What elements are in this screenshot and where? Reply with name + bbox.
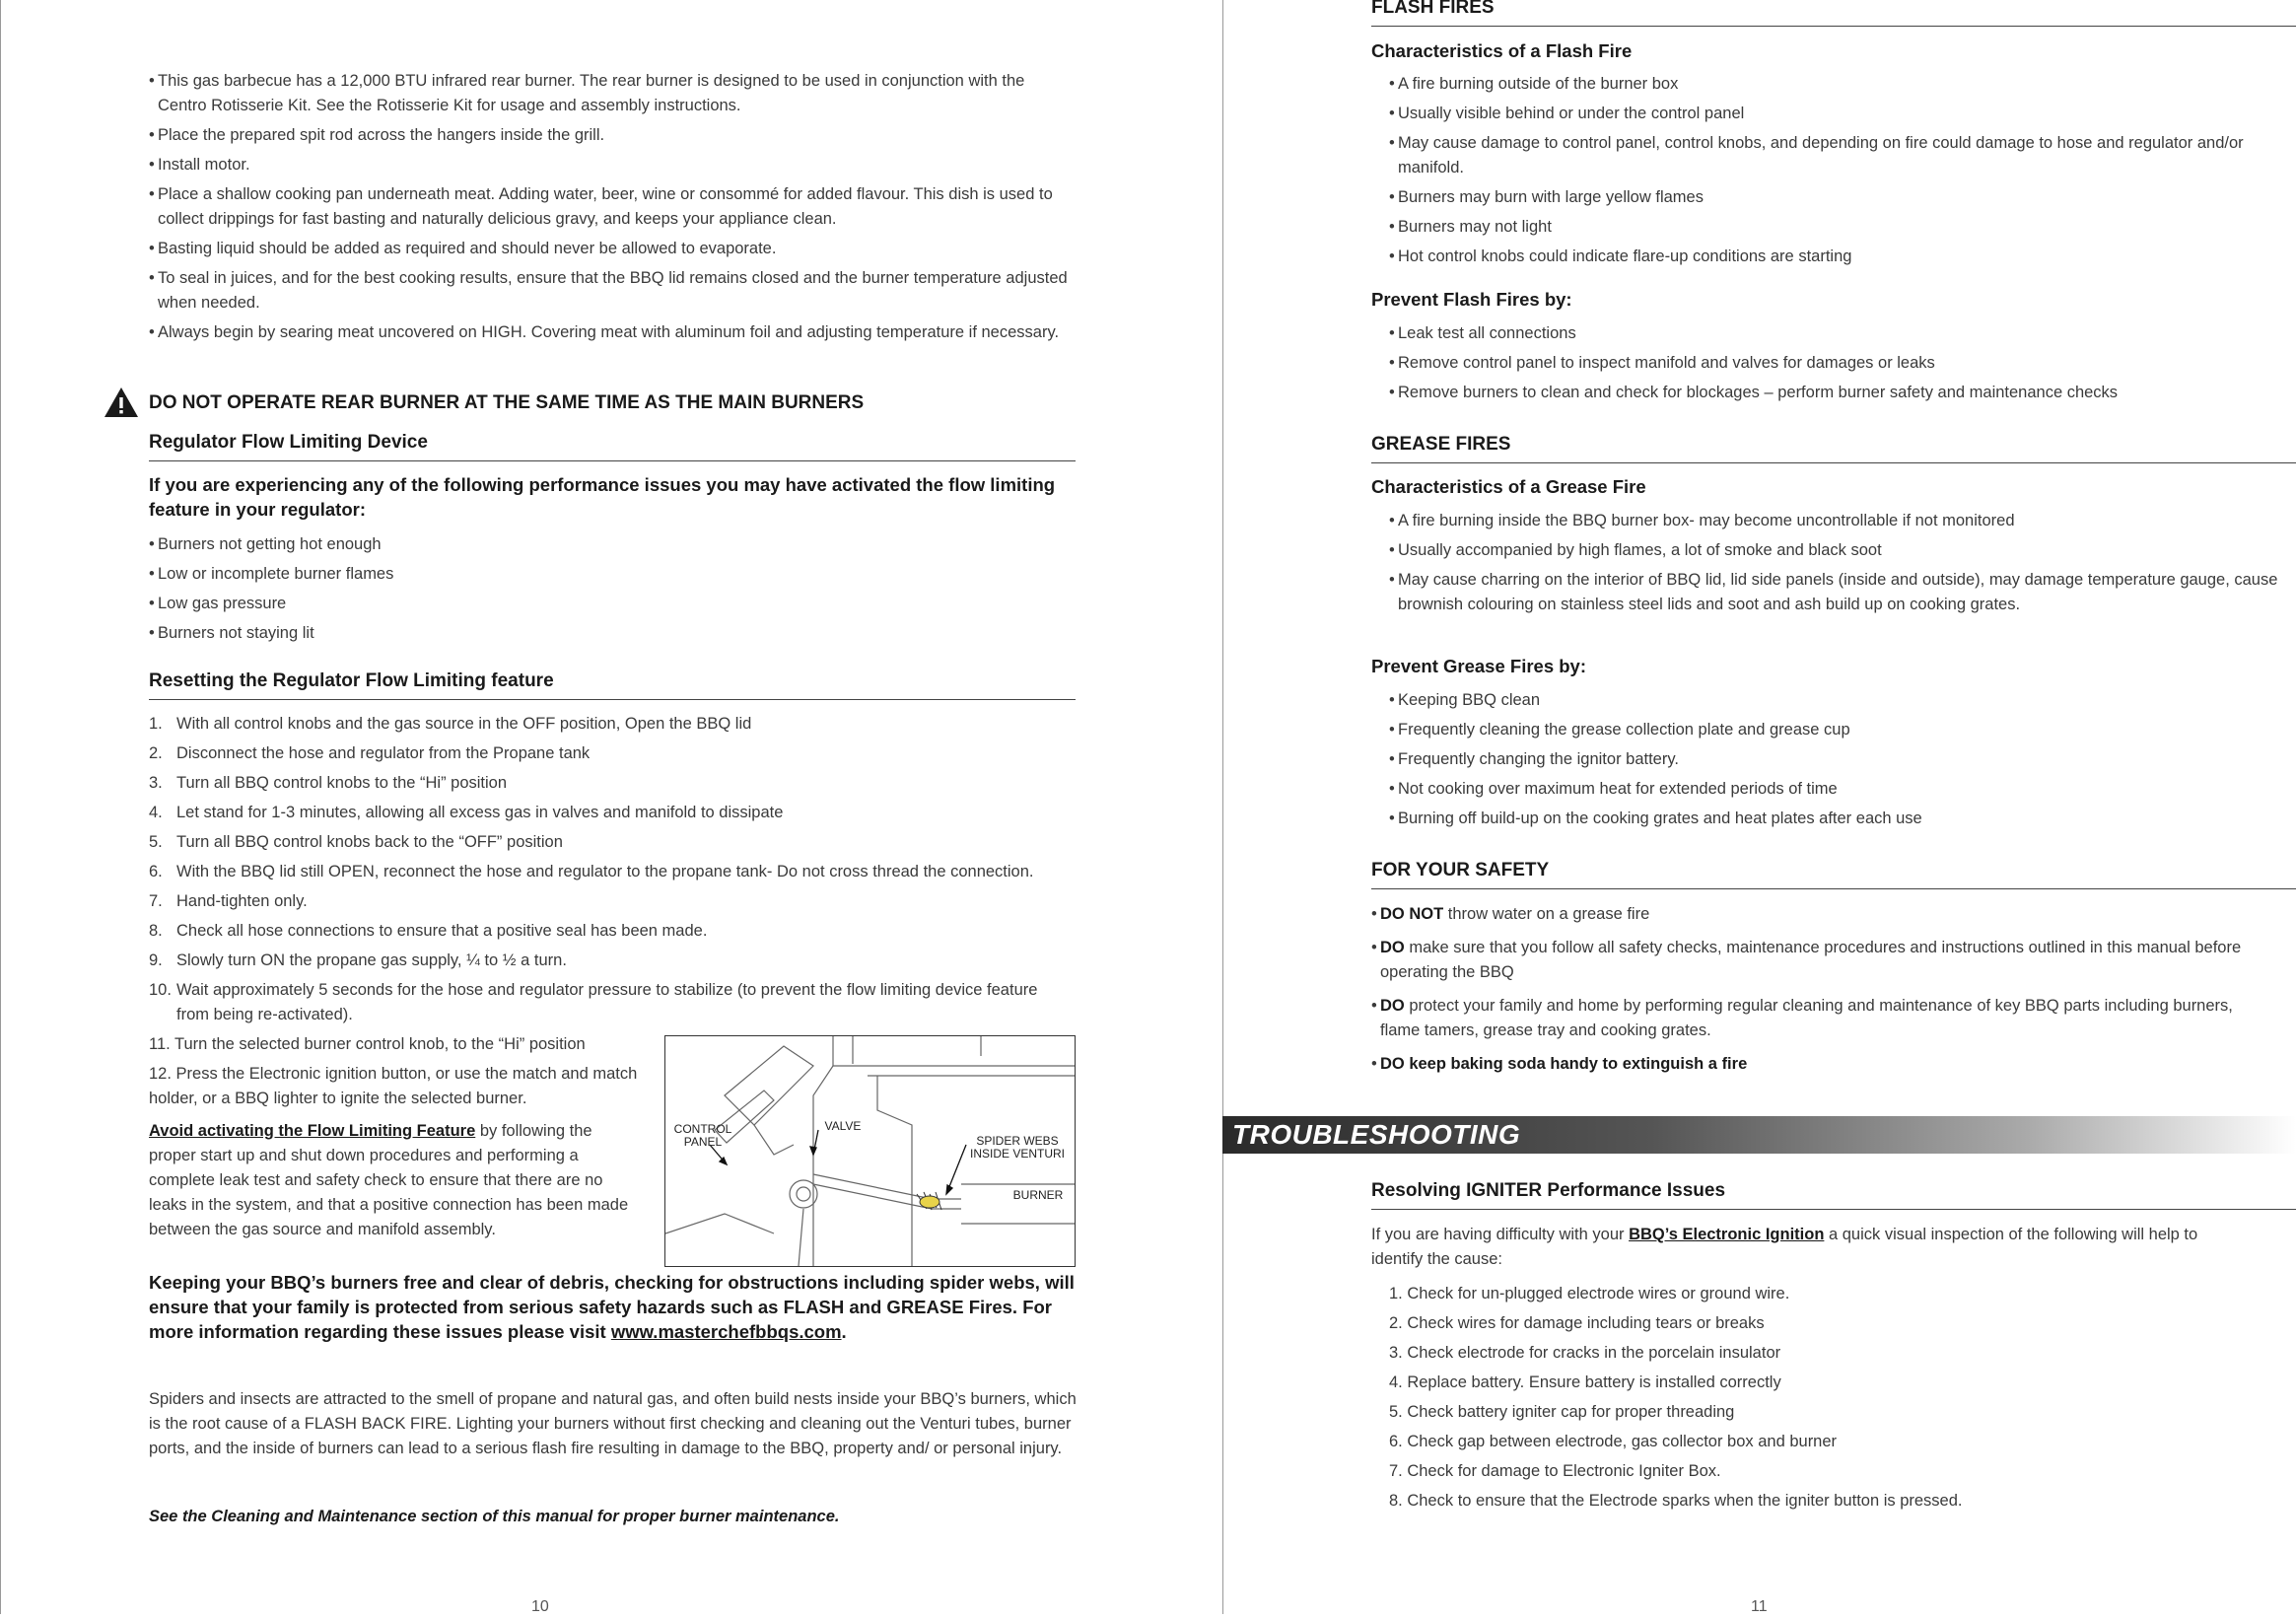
warning-icon xyxy=(104,387,139,418)
see-cleaning-note: See the Cleaning and Maintenance section of this manual for proper burner maintenance. xyxy=(149,1508,840,1525)
list-item: • Usually visible behind or under the control panel xyxy=(1389,102,2257,126)
burner-diagram xyxy=(664,1035,1076,1267)
list-item: • Place the prepared spit rod across the hangers inside the grill. xyxy=(149,123,1071,148)
grease-char-title: Characteristics of a Grease Fire xyxy=(1371,476,1646,497)
page-number-left: 10 xyxy=(531,1598,549,1615)
diagram-label-control-panel: CONTROL PANEL xyxy=(673,1122,732,1149)
list-item: • Burners may burn with large yellow flames xyxy=(1389,185,2257,210)
list-item: • Leak test all connections xyxy=(1389,321,2257,346)
troubleshooting-title: TROUBLESHOOTING xyxy=(1232,1119,1521,1150)
regulator-bullets xyxy=(149,532,1071,651)
list-item: 8. Check all hose connections to ensure that a positive seal has been made. xyxy=(149,922,708,940)
list-item: • Always begin by searing meat uncovered on HIGH. Covering meat with aluminum foil and adjusting temperature if necessary. xyxy=(149,320,1071,345)
list-item: • Not cooking over maximum heat for extended periods of time xyxy=(1389,777,2257,802)
list-item: • Remove control panel to inspect manifold and valves for damages or leaks xyxy=(1389,351,2257,376)
list-item: • Place a shallow cooking pan underneath meat. Adding water, beer, wine or consommé for added flavour. This dish is used to collect drippings for fast basting and naturally delicious gravy, and keeps your appliance clean. xyxy=(149,182,1071,232)
list-item: 3. Check electrode for cracks in the porcelain insulator xyxy=(1389,1344,1781,1362)
list-item: 10. Wait approximately 5 seconds for the hose and regulator pressure to stabilize (to prevent the flow limiting device feature from being re-activated). xyxy=(149,981,1038,1023)
list-item: • Burners not staying lit xyxy=(149,621,1071,646)
list-item: • Install motor. xyxy=(149,153,1071,177)
list-item: • May cause damage to control panel, control knobs, and depending on fire could damage to hose and regulator and/or manifold. xyxy=(1389,131,2257,180)
list-item: • Burners not getting hot enough xyxy=(149,532,1071,557)
safety-list xyxy=(1371,902,2268,1082)
page-number-right: 11 xyxy=(1751,1598,1768,1615)
regulator-title: Regulator Flow Limiting Device xyxy=(149,430,1076,461)
reset-step-11: 11. Turn the selected burner control knob, to the “Hi” position xyxy=(149,1035,586,1053)
list-item: • May cause charring on the interior of BBQ lid, lid side panels (inside and outside), may damage temperature gauge, cause brownish colouring on stainless steel lids and soot and ash build up on cooking grates. xyxy=(1389,568,2291,617)
grease-prevent-title: Prevent Grease Fires by: xyxy=(1371,656,1586,676)
list-item: • A fire burning outside of the burner box xyxy=(1389,72,2257,97)
diagram-label-spider-webs: SPIDER WEBS INSIDE VENTURI xyxy=(969,1134,1065,1161)
list-item: 1. With all control knobs and the gas source in the OFF position, Open the BBQ lid xyxy=(149,715,752,733)
avoid-flow-limiting-link[interactable]: Avoid activating the Flow Limiting Feature xyxy=(149,1122,476,1140)
safety-title: FOR YOUR SAFETY xyxy=(1371,858,2296,889)
igniter-title: Resolving IGNITER Performance Issues xyxy=(1371,1178,2296,1210)
troubleshooting-banner xyxy=(1222,1116,2296,1154)
list-item: 8. Check to ensure that the Electrode sparks when the igniter button is pressed. xyxy=(1389,1492,1963,1510)
list-item: • Remove burners to clean and check for blockages – perform burner safety and maintenance checks xyxy=(1389,381,2257,405)
list-item: • Basting liquid should be added as required and should never be allowed to evaporate. xyxy=(149,237,1071,261)
diagram-label-burner: BURNER xyxy=(1012,1188,1064,1202)
regulator-intro: If you are experiencing any of the following performance issues you may have activated the flow limiting feature in your regulator: xyxy=(149,474,1056,520)
intro-bullets xyxy=(149,69,1071,350)
list-item: 5. Turn all BBQ control knobs back to the “OFF” position xyxy=(149,833,563,851)
list-item: • DO NOT throw water on a grease fire xyxy=(1371,902,2268,927)
list-item: 1. Check for un-plugged electrode wires or ground wire. xyxy=(1389,1285,1790,1302)
grease-prevent-list xyxy=(1389,688,2257,836)
list-item: 3. Turn all BBQ control knobs to the “Hi” position xyxy=(149,774,508,792)
list-item: 7. Check for damage to Electronic Igniter Box. xyxy=(1389,1462,1721,1480)
list-item: • Burning off build-up on the cooking grates and heat plates after each use xyxy=(1389,807,2257,831)
electronic-ignition-link[interactable]: BBQ’s Electronic Ignition xyxy=(1629,1226,1825,1243)
list-item: • DO make sure that you follow all safety checks, maintenance procedures and instructions outlined in this manual before operating the BBQ xyxy=(1371,936,2268,985)
right-page xyxy=(1222,0,2296,1614)
reset-step-12: 12. Press the Electronic ignition button, or use the match and match holder, or a BBQ lighter to ignite the selected burner. xyxy=(149,1065,638,1107)
list-item: 4. Let stand for 1-3 minutes, allowing all excess gas in valves and manifold to dissipate xyxy=(149,804,784,821)
website-link[interactable]: www.masterchefbbqs.com xyxy=(610,1321,842,1342)
list-item: • Keeping BBQ clean xyxy=(1389,688,2257,713)
diagram-label-valve: VALVE xyxy=(824,1119,862,1133)
flash-char-title: Characteristics of a Flash Fire xyxy=(1371,40,1633,61)
grease-char-list xyxy=(1389,509,2291,622)
flash-char-list xyxy=(1389,72,2257,274)
list-item: • Burners may not light xyxy=(1389,215,2257,240)
reset-steps xyxy=(149,712,1066,1032)
spiders-paragraph: Spiders and insects are attracted to the smell of propane and natural gas, and often build nests inside your BBQ’s burners, which is the root cause of a FLASH BACK FIRE. Lighting your burners without first checking and cleaning out the Venturi tubes, burner ports, and the inside of burners can lead to a serious flash fire resulting in damage to the BBQ, property and/ or personal injury. xyxy=(149,1390,1077,1457)
flash-fires-title: FLASH FIRES xyxy=(1371,0,2296,27)
list-item: • DO keep baking soda handy to extinguish a fire xyxy=(1371,1052,2268,1077)
list-item: 4. Replace battery. Ensure battery is installed correctly xyxy=(1389,1373,1781,1391)
list-item: 6. With the BBQ lid still OPEN, reconnect the hose and regulator to the propane tank- Do not cross thread the connection. xyxy=(149,863,1034,880)
list-item: • Frequently changing the ignitor battery. xyxy=(1389,747,2257,772)
list-item: • This gas barbecue has a 12,000 BTU infrared rear burner. The rear burner is designed to be used in conjunction with the Centro Rotisserie Kit. See the Rotisserie Kit for usage and assembly instructions. xyxy=(149,69,1071,118)
avoid-paragraph: Avoid activating the Flow Limiting Feature by following the proper start up and shut down procedures and performing a complete leak test and safety check to ensure that there are no leaks in the system, and that a positive connection has been made between the gas source and manifold assembly. xyxy=(149,1122,629,1238)
igniter-steps xyxy=(1389,1282,2257,1518)
list-item: • Low gas pressure xyxy=(149,592,1071,616)
flash-prevent-title: Prevent Flash Fires by: xyxy=(1371,289,1572,310)
list-item: • Low or incomplete burner flames xyxy=(149,562,1071,587)
list-item: 6. Check gap between electrode, gas collector box and burner xyxy=(1389,1433,1838,1450)
igniter-intro: If you are having difficulty with your BBQ’s Electronic Ignition a quick visual inspection of the following will help to identify the cause: xyxy=(1371,1226,2198,1268)
list-item: • To seal in juices, and for the best cooking results, ensure that the BBQ lid remains closed and the burner temperature adjusted when needed. xyxy=(149,266,1071,316)
list-item: 7. Hand-tighten only. xyxy=(149,892,308,910)
list-item: 2. Disconnect the hose and regulator from the Propane tank xyxy=(149,744,591,762)
flash-prevent-list xyxy=(1389,321,2257,410)
list-item: • A fire burning inside the BBQ burner box- may become uncontrollable if not monitored xyxy=(1389,509,2291,533)
list-item: 2. Check wires for damage including tears or breaks xyxy=(1389,1314,1765,1332)
list-item: • Frequently cleaning the grease collection plate and grease cup xyxy=(1389,718,2257,742)
reset-title: Resetting the Regulator Flow Limiting feature xyxy=(149,669,1076,700)
list-item: 5. Check battery igniter cap for proper threading xyxy=(1389,1403,1735,1421)
list-item: 9. Slowly turn ON the propane gas supply, ¼ to ½ a turn. xyxy=(149,951,567,969)
keeping-burners-paragraph: Keeping your BBQ’s burners free and clear of debris, checking for obstructions including spider webs, will ensure that your family is protected from serious safety hazards such as FLASH and GREASE Fires. For more information regarding these issues please visit www.masterchefbbqs.com. xyxy=(149,1272,1075,1342)
list-item: • Hot control knobs could indicate flare-up conditions are starting xyxy=(1389,245,2257,269)
list-item: • DO protect your family and home by performing regular cleaning and maintenance of key BBQ parts including burners, flame tamers, grease tray and cooking grates. xyxy=(1371,994,2268,1043)
list-item: • Usually accompanied by high flames, a lot of smoke and black soot xyxy=(1389,538,2291,563)
rear-burner-warning: DO NOT OPERATE REAR BURNER AT THE SAME TIME AS THE MAIN BURNERS xyxy=(149,392,865,413)
grease-fires-title: GREASE FIRES xyxy=(1371,432,2296,463)
